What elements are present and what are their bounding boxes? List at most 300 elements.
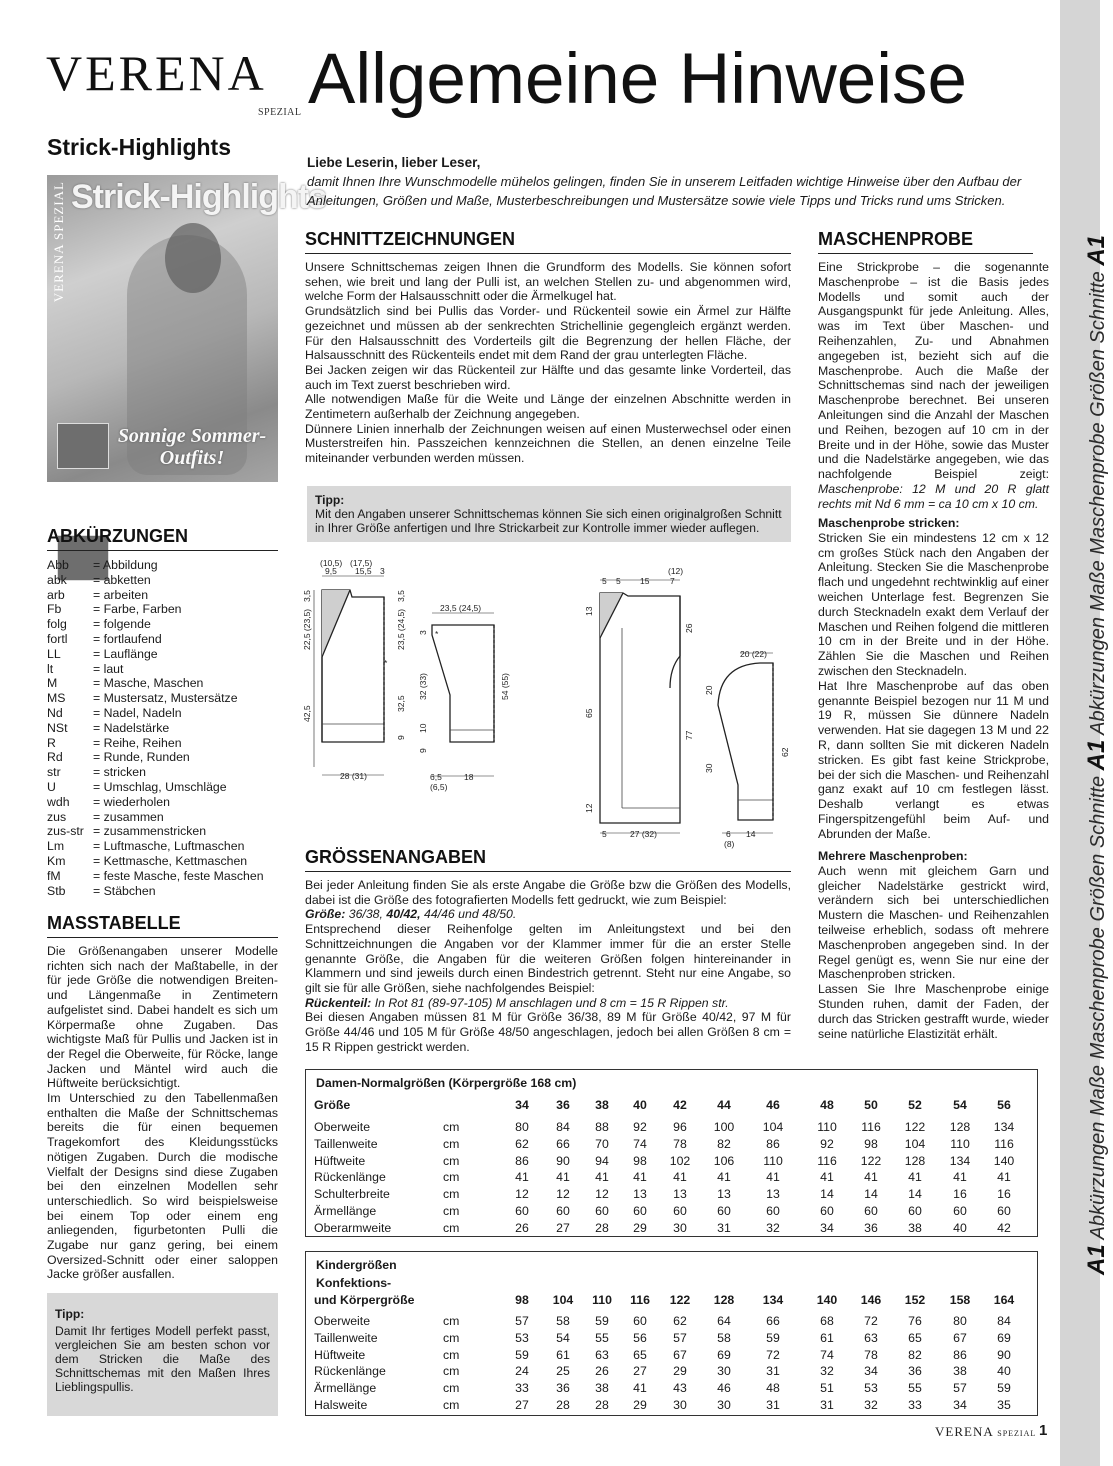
- table-cell: 82: [908, 1347, 922, 1362]
- table-row: [314, 1381, 1029, 1398]
- sketch-label: (12): [668, 566, 684, 576]
- intro-greeting: Liebe Leserin, lieber Leser,: [307, 155, 481, 170]
- magazine-title: Strick-Highlights: [47, 134, 232, 160]
- sketch-label: (6,5): [430, 782, 448, 792]
- sketch-label: (17,5): [350, 558, 373, 568]
- abbreviation-key: M: [47, 676, 58, 691]
- table-row: [314, 1314, 1029, 1331]
- abbreviation-row: [47, 824, 287, 839]
- section-index-text: A1 Abkürzungen Maße Maschenprobe Größen Schnitte A1 Abkürzungen Maße Maschenprobe Größen Schnitte A1: [1083, 234, 1110, 1275]
- abbreviation-value: = fortlaufend: [93, 631, 162, 646]
- size-header-label: Größe: [314, 1098, 351, 1112]
- table-cell: 31: [820, 1398, 834, 1412]
- verena-logo-sub: SPEZIAL: [258, 107, 302, 118]
- table-cell: 60: [717, 1204, 731, 1218]
- maschenprobe-stricken-text: Stricken Sie ein mindestens 12 cm x 12 cm großes Stück nach den Angaben der Anleitung. Stecken Sie die Maschenprobe flach und ungedehnt rechtwinklig auf einer weichen Unterlage fest. Begrenzen Sie durch Stecknadeln exakt dem Verlauf der Maschen und Reihen folgend die mittleren 10 cm in der Breite und in der Höhe. Zählen Sie die Maschen und Reihen zwischen den Stecknadeln. Hat Ihre Maschenprobe auf das oben genannte Beispiel bezogen nur 11 M und 19 R, müssen Sie dünnere Nadeln verwenden. Hat sie dagegen 13 M und 22 R, dann sollten Sie mit dickeren Nadeln stricken. Es gibt fast keine Strickprobe, bei der sich die Maschen- und Reihenzahl ganz exakt auf 10 cm festlegen lässt. Deshalb verlangt es etwas Fingerspitzengefühl beim Auf- und Abrunden der Maße.: [818, 530, 1049, 841]
- abbreviation-key: Rd: [47, 750, 63, 765]
- table-cell: 92: [633, 1120, 647, 1134]
- mehrere-maschenproben-text: Auch wenn mit gleichem Garn und gleicher Nadelstärke gestrickt wird, verändern sich bei unterschiedlichen Mustern die Maschen- und Reihenzahlen teilweise erheblich, sodass oft mehrere Maschenproben angegeben sind. In der Regel genügt es, wenn Sie nur eine der Maschenproben stricken. Lassen Sie Ihre Maschenprobe einige Stunden ruhen, damit der Faden, der durch das Stricken gestrafft wurde, wieder seine natürliche Elastizität erhält.: [818, 863, 1049, 1041]
- row-unit: cm: [443, 1136, 460, 1151]
- row-unit: cm: [443, 1153, 460, 1168]
- table-cell: 24: [515, 1364, 529, 1379]
- abbreviation-key: zus-str: [47, 824, 84, 839]
- table-cell: 41: [820, 1170, 834, 1185]
- abbreviation-row: [47, 588, 287, 603]
- table-cell: 32: [864, 1398, 878, 1412]
- table-cell: 16: [953, 1187, 967, 1202]
- table-cell: 43: [673, 1381, 687, 1396]
- table-cell: 29: [633, 1220, 647, 1235]
- size-header-cell: 52: [908, 1098, 922, 1112]
- table-cell: 60: [908, 1204, 922, 1218]
- sketch-label: 15,5: [355, 566, 372, 576]
- abbreviation-value: = Abbildung: [93, 558, 158, 572]
- row-unit: cm: [443, 1204, 460, 1218]
- abbreviation-key: fM: [47, 868, 61, 883]
- abbreviation-row: [47, 854, 287, 869]
- sketch-label: 26: [684, 623, 694, 633]
- groessen-example-size-bold: 40/42,: [386, 907, 421, 922]
- table-cell: 70: [595, 1136, 609, 1151]
- table-cell: 110: [950, 1136, 970, 1151]
- table-cell: 40: [997, 1364, 1011, 1379]
- table-cell: 59: [595, 1314, 609, 1328]
- sketch-label: (10,5): [320, 558, 343, 568]
- abbreviation-value: = Luftmasche, Luftmaschen: [93, 839, 245, 854]
- sketch-label: 5: [602, 829, 607, 839]
- table-cell: 42: [997, 1220, 1011, 1235]
- page-title: Allgemeine Hinweise: [308, 40, 968, 119]
- table-cell: 82: [717, 1136, 731, 1151]
- table-cell: 84: [997, 1314, 1011, 1328]
- size-header-cell: 104: [552, 1293, 574, 1307]
- size-header-cell: 140: [816, 1293, 838, 1307]
- groessen-example-size: 44/46 und 48/50.: [423, 907, 517, 922]
- row-label: Schulterbreite: [314, 1187, 390, 1202]
- table-cell: 74: [820, 1347, 834, 1362]
- row-unit: cm: [443, 1170, 460, 1185]
- table-cell: 116: [861, 1120, 881, 1134]
- row-unit: cm: [443, 1187, 460, 1202]
- size-header-cell: 164: [993, 1293, 1015, 1307]
- row-label: Oberarmweite: [314, 1220, 392, 1235]
- table-row: [314, 1398, 1029, 1415]
- row-label: Oberweite: [314, 1314, 371, 1328]
- abbreviation-row: [47, 795, 287, 810]
- table-cell: 36: [908, 1364, 922, 1379]
- table-cell: 69: [997, 1330, 1011, 1345]
- table-cell: 60: [633, 1204, 647, 1218]
- table-cell: 12: [595, 1187, 609, 1202]
- table-cell: 27: [515, 1398, 529, 1412]
- abbreviation-value: = Reihe, Reihen: [93, 735, 182, 750]
- table-cell: 59: [515, 1347, 529, 1362]
- sketch-label: 62: [780, 747, 790, 757]
- abbreviation-value: = Umschlag, Umschläge: [93, 779, 227, 794]
- abbreviation-key: str: [47, 765, 61, 780]
- tip-text: Mit den Angaben unserer Schnittschemas können Sie sich einen originalgroßen Schnitt in Ihrer Größe anfertigen und Ihre Strickarbeit zur Kontrolle immer wieder auflegen.: [315, 507, 782, 535]
- table-cell: 41: [997, 1170, 1011, 1185]
- table-cell: 38: [953, 1364, 967, 1379]
- sketch-label: 9: [418, 748, 428, 753]
- table-cell: 36: [864, 1220, 878, 1235]
- cover-tagline: Sonnige Sommer-Outfits!: [117, 425, 267, 469]
- sketch-label: 14: [746, 829, 756, 839]
- groessen-p1: Bei jeder Anleitung finden Sie als erste Angabe die Größe bzw die Größen des Modells, dabei ist die Größe des fotografierten Modells fett gedruckt, wie zum Beispiel:: [305, 878, 791, 907]
- table-cell: 60: [820, 1204, 834, 1218]
- row-label: Oberweite: [314, 1120, 371, 1134]
- sketch-label: 6,5: [430, 772, 442, 782]
- table-cell: 53: [864, 1381, 878, 1396]
- abbreviation-row: [47, 869, 287, 884]
- sketch-label: 23,5 (24,5): [440, 603, 482, 613]
- table-cell: 41: [766, 1170, 780, 1185]
- size-header-cell: 40: [633, 1098, 647, 1112]
- abbreviation-value: = zusammen: [93, 809, 164, 824]
- sketch-label: 32,5: [396, 695, 406, 712]
- sketch-label: 23,5 (24,5): [396, 608, 406, 650]
- abbreviation-value: = Mustersatz, Mustersätze: [93, 691, 238, 706]
- abbreviation-key: Fb: [47, 602, 62, 617]
- svg-text:*: *: [384, 658, 388, 668]
- table-cell: 98: [864, 1136, 878, 1151]
- sketch-label: 10: [418, 723, 428, 733]
- table-cell: 61: [556, 1347, 570, 1362]
- sketch-label: 12: [584, 803, 594, 813]
- table-cell: 65: [633, 1347, 647, 1362]
- abbreviation-key: Abb: [47, 558, 69, 572]
- table-cell: 80: [953, 1314, 967, 1328]
- row-label: Rückenlänge: [314, 1364, 386, 1379]
- abbreviation-row: [47, 647, 287, 662]
- abbreviation-value: = stricken: [93, 765, 146, 780]
- sketch-label: 42,5: [302, 705, 312, 722]
- abbreviation-key: R: [47, 735, 56, 750]
- sketch-label: 22,5 (23,5): [302, 608, 312, 650]
- sketch-label: 77: [684, 730, 694, 740]
- table-cell: 46: [717, 1381, 731, 1396]
- sketch-label: 28 (31): [340, 771, 367, 781]
- abbreviation-key: folg: [47, 617, 67, 632]
- schnitt-text: Unsere Schnittschemas zeigen Ihnen die Grundform des Modells. Sie können sofort sehen, wie breit und lang der Pulli ist, an welchen Stellen zu- und abgenommen wird, welche Form der Halsausschnitt oder die Ärmelkugel hat. Grundsätzlich sind bei Pullis das Vorder- und Rückenteil sowie ein Ärmel zur Hälfte gezeichnet und müssen ab der senkrechten Strichellinie gegengleich ergänzt werden. Für den Halsausschnitt des Vorderteils gilt die Begrenzung der hellen Fläche, der Halsausschnitt des Rückenteils endet mit dem Rand der grau unterlegten Fläche. Bei Jacken zeigen wir das Rückenteil zur Hälfte und das gesamte linke Vorderteil, das auch im Text zuerst beschrieben wird. Alle notwendigen Maße für die Weite und Länge der einzelnen Abschnitte werden in Zentimetern außerhalb der Zeichnung angegeben. Dünnere Linien innerhalb der Zeichnungen weisen auf einen Musterwechsel oder einen Musterstreifen hin. Passzeichen kennzeichnen die Stellen, an denen einzelne Teile miteinander verbunden werden müssen.: [305, 260, 791, 466]
- maschenprobe-subheading: Mehrere Maschenproben:: [818, 849, 968, 863]
- table-cell: 128: [904, 1153, 926, 1168]
- table-cell: 60: [864, 1204, 878, 1218]
- table-cell: 67: [953, 1330, 967, 1345]
- abbreviation-row: [47, 884, 287, 899]
- sketch-body-front: [300, 558, 406, 782]
- table-cell: 63: [595, 1347, 609, 1362]
- groessen-p2: Entsprechend dieser Reihenfolge gelten im Anleitungstext und bei den Schnittzeichnungen die Angaben vor der Klammer immer für die an erster Stelle genannte Größe, die Angaben für die weiteren Größen folgen hintereinander in Klammern und sind jeweils durch einen Bindestrich getrennt. Steht nur eine Angabe, so gilt sie für alle Größen, siehe nachfolgendes Beispiel:: [305, 922, 791, 995]
- groessen-text: [305, 878, 791, 1054]
- table-cell: 59: [997, 1381, 1011, 1396]
- size-header-row: [314, 1098, 1029, 1115]
- table-cell: 134: [993, 1120, 1015, 1134]
- table-row: [314, 1221, 1029, 1238]
- abbreviations-heading: ABKÜRZUNGEN: [47, 526, 278, 551]
- sketch-label: 18: [464, 772, 474, 782]
- table-cell: 41: [595, 1170, 609, 1185]
- abbreviation-row: [47, 632, 287, 647]
- table-cell: 55: [908, 1381, 922, 1396]
- size-header-cell: 42: [673, 1098, 687, 1112]
- table-cell: 63: [864, 1330, 878, 1345]
- table-cell: 31: [717, 1220, 731, 1235]
- masstabelle-heading: MASSTABELLE: [47, 913, 278, 938]
- table-cell: 27: [633, 1364, 647, 1379]
- table-cell: 34: [864, 1364, 878, 1379]
- maschenprobe-text: [818, 260, 1049, 512]
- abbreviation-value: = Lauflänge: [93, 646, 158, 661]
- size-header-cell: 146: [860, 1293, 882, 1307]
- table-cell: 36: [556, 1381, 570, 1396]
- table-cell: 58: [717, 1330, 731, 1345]
- table-cell: 51: [820, 1381, 834, 1396]
- table-cell: 26: [595, 1364, 609, 1379]
- abbreviation-row: [47, 602, 287, 617]
- row-label: Hüftweite: [314, 1153, 366, 1168]
- table-cell: 31: [766, 1398, 780, 1412]
- row-unit: cm: [443, 1364, 460, 1379]
- intro: [307, 153, 1037, 210]
- abbreviations-list: [47, 558, 287, 898]
- table-cell: 116: [817, 1153, 837, 1168]
- svg-text:*: *: [435, 629, 439, 639]
- abbreviation-value: = feste Masche, feste Maschen: [93, 868, 264, 883]
- sketch-label: 32 (33): [418, 673, 428, 700]
- table-cell: 80: [515, 1120, 529, 1134]
- sketch-label: 3,5: [396, 590, 406, 602]
- table-cell: 86: [953, 1347, 967, 1362]
- abbreviation-key: Nd: [47, 705, 63, 720]
- schnitt-heading: SCHNITTZEICHNUNGEN: [305, 229, 791, 254]
- row-unit: cm: [443, 1381, 460, 1396]
- groessen-example-label: Größe:: [305, 907, 346, 922]
- table-cell: 98: [633, 1153, 647, 1168]
- table-row: [314, 1204, 1029, 1221]
- table-cell: 60: [633, 1314, 647, 1328]
- table-row: [314, 1170, 1029, 1187]
- table-cell: 13: [633, 1187, 647, 1202]
- abbreviation-value: = abketten: [93, 572, 151, 587]
- table-cell: 88: [595, 1120, 609, 1134]
- table-cell: 41: [633, 1381, 647, 1396]
- abbreviation-row: [47, 617, 287, 632]
- sketch-label: 3: [418, 630, 428, 635]
- table-cell: 90: [556, 1153, 570, 1168]
- abbreviation-row: [47, 721, 287, 736]
- table-cell: 29: [633, 1398, 647, 1412]
- groessen-heading: GRÖSSENANGABEN: [305, 847, 791, 872]
- table-cell: 13: [673, 1187, 687, 1202]
- abbreviation-value: = laut: [93, 661, 124, 676]
- table-cell: 30: [673, 1220, 687, 1235]
- table-cell: 92: [820, 1136, 834, 1151]
- table-cell: 55: [595, 1330, 609, 1345]
- table-cell: 60: [556, 1204, 570, 1218]
- table-cell: 33: [908, 1398, 922, 1412]
- size-header-cell: 54: [953, 1098, 967, 1112]
- table-cell: 38: [908, 1220, 922, 1235]
- table-cell: 116: [994, 1136, 1014, 1151]
- size-header-cell: 38: [595, 1098, 609, 1112]
- maschenprobe-stricken: [818, 516, 1049, 842]
- table-row: [314, 1154, 1029, 1171]
- table-cell: 68: [820, 1314, 834, 1328]
- groessen-p3: Bei diesen Angaben müssen 81 M für Größe 36/38, 89 M für Größe 40/42, 97 M für Größe 44/46 und 105 M für Größe 48/50 angeschlagen, jedoch bei allen Größen 8 cm = 15 R Rippen gestrickt werden.: [305, 1010, 791, 1054]
- table-cell: 14: [820, 1187, 834, 1202]
- abbreviation-key: Stb: [47, 883, 66, 898]
- abbreviation-key: zus: [47, 809, 67, 824]
- sketch-label: 3: [380, 566, 385, 576]
- table-cell: 48: [766, 1381, 780, 1396]
- table-cell: 94: [595, 1153, 609, 1168]
- row-label: Ärmellänge: [314, 1204, 377, 1218]
- table-row: [314, 1137, 1029, 1154]
- table-cell: 13: [717, 1187, 731, 1202]
- table-cell: 110: [817, 1120, 837, 1134]
- page-number: 1: [1039, 1422, 1048, 1439]
- sketch-label: 7: [670, 576, 675, 586]
- cover-model-head: [165, 223, 221, 293]
- row-label: Rückenlänge: [314, 1170, 386, 1185]
- table-cell: 128: [949, 1120, 971, 1134]
- abbreviation-row: [47, 662, 287, 677]
- abbreviation-key: LL: [47, 646, 61, 661]
- abbreviation-value: = Runde, Runden: [93, 750, 190, 765]
- table-cell: 12: [556, 1187, 570, 1202]
- table-cell: 12: [515, 1187, 529, 1202]
- table-kinder-sizes: [305, 1251, 1038, 1416]
- table-cell: 34: [953, 1398, 967, 1412]
- table-cell: 16: [997, 1187, 1011, 1202]
- abbreviation-value: = Masche, Maschen: [93, 676, 204, 691]
- table-cell: 64: [717, 1314, 731, 1328]
- row-label: Taillenweite: [314, 1136, 378, 1151]
- abbreviation-row: [47, 839, 287, 854]
- table-cell: 78: [673, 1136, 687, 1151]
- sketch-sleeve: [410, 605, 510, 790]
- table-cell: 14: [908, 1187, 922, 1202]
- table-cell: 31: [766, 1364, 780, 1379]
- row-unit: cm: [443, 1120, 460, 1134]
- abbreviation-row: [47, 736, 287, 751]
- table-cell: 41: [908, 1170, 922, 1185]
- cover-thumbnail: [57, 423, 109, 469]
- tip-title: Tipp:: [315, 493, 345, 507]
- table-cell: 72: [864, 1314, 878, 1328]
- abbreviation-value: = Kettmasche, Kettmaschen: [93, 853, 248, 868]
- size-header-cell: 46: [766, 1098, 780, 1112]
- table-cell: 57: [953, 1381, 967, 1396]
- table-cell: 102: [669, 1153, 691, 1168]
- sketch-label: 27 (32): [630, 829, 657, 839]
- table-cell: 100: [713, 1120, 735, 1134]
- table-cell: 57: [515, 1314, 529, 1328]
- size-header-label: und Körpergröße: [314, 1293, 415, 1307]
- abbreviation-row: [47, 573, 287, 588]
- table-cell: 53: [515, 1330, 529, 1345]
- size-header-cell: 116: [630, 1293, 650, 1307]
- table-cell: 40: [953, 1220, 967, 1235]
- size-header-cell: 50: [864, 1098, 878, 1112]
- table-cell: 57: [673, 1330, 687, 1345]
- size-header-cell: 48: [820, 1098, 834, 1112]
- table-cell: 61: [820, 1330, 834, 1345]
- abbreviation-value: = arbeiten: [93, 587, 149, 602]
- table-cell: 41: [673, 1170, 687, 1185]
- table-cell: 26: [515, 1220, 529, 1235]
- table-row: [314, 1364, 1029, 1381]
- table-cell: 67: [673, 1347, 687, 1362]
- tip-title: Tipp:: [55, 1307, 85, 1321]
- table-cell: 69: [717, 1347, 731, 1362]
- size-header-cell: 110: [592, 1293, 612, 1307]
- table-cell: 76: [908, 1314, 922, 1328]
- maschenprobe-example: Maschenprobe: 12 M und 20 R glatt rechts mit Nd 6 mm = ca 10 cm x 10 cm.: [818, 481, 1049, 511]
- tip-text: Damit Ihr fertiges Modell perfekt passt, vergleichen Sie am besten schon vor dem Stricken die Maße des Schnittschemas mit den Maßen Ihres Lieblingspullis.: [55, 1324, 270, 1394]
- abbreviation-value: = Farbe, Farben: [93, 602, 182, 617]
- row-unit: cm: [443, 1398, 460, 1412]
- abbreviation-value: = folgende: [93, 617, 151, 632]
- table-cell: 62: [673, 1314, 687, 1328]
- table-cell: 27: [556, 1220, 570, 1235]
- table-cell: 32: [766, 1220, 780, 1235]
- table-cell: 13: [766, 1187, 780, 1202]
- abbreviation-value: = zusammenstricken: [93, 824, 207, 839]
- table-cell: 30: [717, 1364, 731, 1379]
- intro-text: damit Ihnen Ihre Wunschmodelle mühelos gelingen, finden Sie in unserem Leitfaden wichtige Hinweise über den Aufbau der Anleitungen, Größen und Maße, Musterbeschreibungen und Mustersätze sowie viele Tipps und Tricks rund ums Stricken.: [307, 174, 1022, 208]
- abbreviation-value: = wiederholen: [93, 794, 170, 809]
- size-header-cell: 98: [515, 1293, 529, 1307]
- sketch-label: 5: [602, 576, 607, 586]
- verena-logo: VERENA: [46, 45, 267, 101]
- maschenprobe-intro: Eine Strickprobe – die sogenannte Maschenprobe – ist die Basis jedes Modells und somit auch der Ausgangspunkt für jede Anleitung. Alles, was im Text über Maschen- und Reihenzahlen, Zu- und Abnahmen angegeben ist, bezieht sich auf die Maschenprobe. Auch die Maße der Schnittschemas sind nach der jeweiligen Maschenprobe berechnet. Bei unseren Anleitungen sind die Anzahl der Maschen und Reihen, bezogen auf 10 cm in der Breite und in der Höhe, sowie das Muster und die Nadelstärke angegeben, wie das nachfolgende Beispiel zeigt:: [818, 260, 1049, 482]
- abbreviation-key: wdh: [47, 794, 70, 809]
- table-cell: 106: [713, 1153, 735, 1168]
- table-cell: 34: [820, 1220, 834, 1235]
- size-header-cell: 128: [713, 1293, 735, 1307]
- size-header-cell: 158: [949, 1293, 971, 1307]
- size-header-cell: 56: [997, 1098, 1011, 1112]
- sketch-label: 13: [584, 606, 594, 616]
- table-cell: 41: [953, 1170, 967, 1185]
- table-cell: 66: [766, 1314, 780, 1328]
- sketch-label: 15: [640, 576, 650, 586]
- table-damen-sizes: [305, 1069, 1038, 1237]
- table-cell: 30: [717, 1398, 731, 1412]
- groessen-example2-label: Rückenteil:: [305, 995, 372, 1010]
- sketch-label: 9: [396, 735, 406, 740]
- row-label: Ärmellänge: [314, 1381, 377, 1396]
- sketch-label: (8): [724, 839, 735, 849]
- table-cell: 62: [515, 1136, 529, 1151]
- cover-title: Strick-Highlights: [71, 178, 327, 216]
- size-header-cell: 34: [515, 1098, 529, 1112]
- table-cell: 35: [997, 1398, 1011, 1412]
- table-cell: 28: [595, 1220, 609, 1235]
- table-cell: 32: [820, 1364, 834, 1379]
- table-cell: 60: [766, 1204, 780, 1218]
- table-cell: 60: [515, 1204, 529, 1218]
- groessen-example-size: 36/38,: [348, 907, 383, 922]
- magazine-cover-image: [47, 175, 327, 482]
- abbreviation-row: [47, 676, 287, 691]
- row-label: Taillenweite: [314, 1330, 378, 1345]
- table-cell: 72: [766, 1347, 780, 1362]
- table-cell: 30: [673, 1398, 687, 1412]
- sketch-label: 20 (22): [740, 649, 767, 659]
